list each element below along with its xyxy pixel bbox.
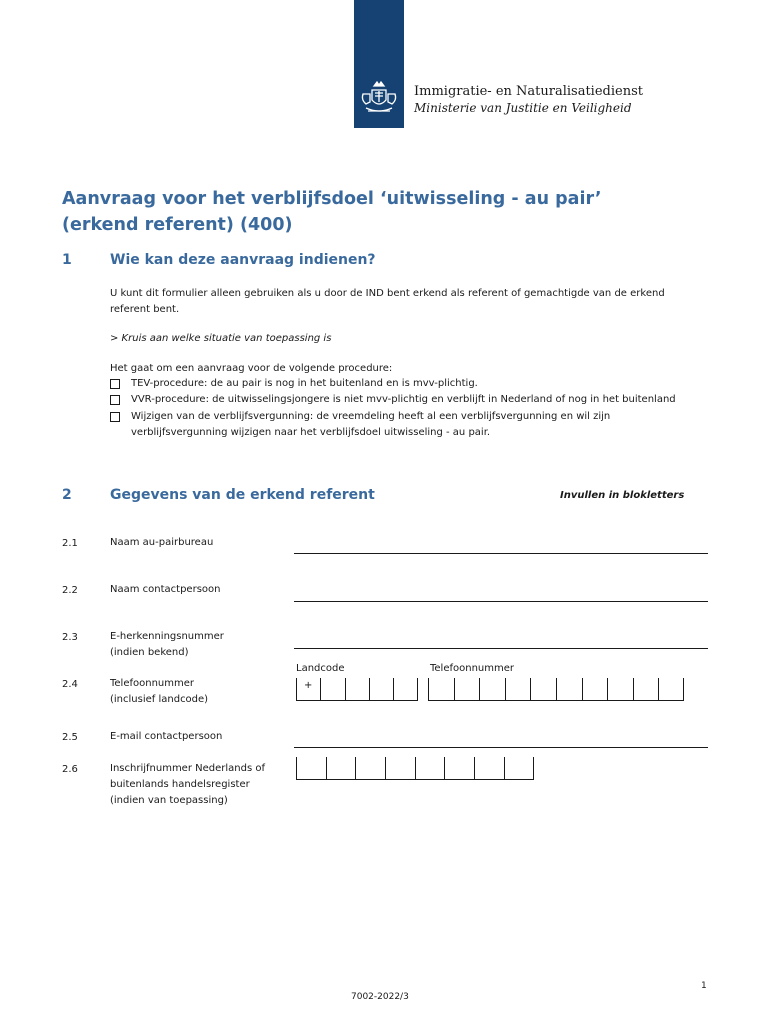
country-code-prefix: + (296, 678, 320, 700)
e-herkenning-input[interactable] (294, 648, 708, 649)
field-label (110, 676, 290, 708)
digit-box[interactable] (385, 757, 415, 779)
email-contact-input[interactable] (294, 747, 708, 748)
digit-box[interactable] (607, 678, 633, 700)
section-2-number: 2 (62, 487, 72, 503)
option-label-continued: verblijfsvergunning wijzigen naar het verblijfsdoel uitwisseling - au pair. (131, 427, 491, 438)
form-code: 7002-2022/3 (351, 992, 409, 1002)
digit-box[interactable] (505, 678, 531, 700)
digit-box[interactable] (633, 678, 659, 700)
section-1-number: 1 (62, 252, 72, 268)
field-label (110, 729, 290, 745)
ministry-name: Ministerie van Justitie en Veiligheid (414, 101, 632, 115)
checkbox[interactable] (110, 395, 120, 405)
field-label (110, 761, 290, 809)
digit-box[interactable] (504, 757, 534, 779)
trade-register-number-boxes[interactable] (296, 757, 534, 780)
field-label-line: Inschrijfnummer Nederlands of (110, 763, 265, 774)
organization-name: Immigratie- en Naturalisatiedienst (414, 84, 643, 99)
digit-box[interactable] (326, 757, 356, 779)
field-label-line: Naam au-pairbureau (110, 537, 214, 548)
option-label: TEV-procedure: de au pair is nog in het buitenland en is mvv-plichtig. (131, 378, 478, 389)
field-number: 2.1 (62, 538, 78, 549)
section-1-procedure-lead: Het gaat om een aanvraag voor de volgende procedure: (110, 363, 393, 374)
form-title-line1: Aanvraag voor het verblijfsdoel ‘uitwisseling - au pair’ (62, 189, 602, 209)
section-2-note: Invullen in blokletters (560, 490, 685, 501)
form-title-line2: (erkend referent) (400) (62, 215, 293, 235)
page-number: 1 (701, 981, 707, 991)
field-label (110, 629, 290, 661)
digit-box[interactable] (556, 678, 582, 700)
section-1-intro-line1: U kunt dit formulier alleen gebruiken als u door de IND bent erkend als referent of gemachtigde van de erkend (110, 288, 665, 299)
digit-box[interactable] (530, 678, 556, 700)
digit-box[interactable] (582, 678, 608, 700)
country-code-boxes[interactable] (296, 678, 418, 701)
field-number: 2.3 (62, 632, 78, 643)
field-number: 2.5 (62, 732, 78, 743)
form-title (62, 186, 702, 238)
coat-of-arms-icon (358, 80, 400, 118)
country-code-label: Landcode (296, 663, 345, 674)
field-label-line: (inclusief landcode) (110, 694, 209, 705)
field-label-line: Naam contactpersoon (110, 584, 221, 595)
section-1-intro (110, 286, 710, 318)
field-number: 2.4 (62, 679, 78, 690)
section-2-title: Gegevens van de erkend referent (110, 487, 375, 503)
field-number: 2.2 (62, 585, 78, 596)
digit-box[interactable] (296, 757, 326, 779)
digit-box[interactable] (415, 757, 445, 779)
digit-box[interactable] (320, 678, 345, 700)
section-1-intro-line2: referent bent. (110, 304, 180, 315)
digit-box[interactable] (658, 678, 684, 700)
digit-box[interactable] (345, 678, 369, 700)
phone-number-boxes[interactable] (428, 678, 684, 701)
field-label (110, 582, 290, 598)
field-label-line: E-mail contactpersoon (110, 731, 223, 742)
digit-box[interactable] (479, 678, 505, 700)
field-label-line: E-herkenningsnummer (110, 631, 224, 642)
digit-box[interactable] (355, 757, 385, 779)
au-pair-bureau-input[interactable] (294, 553, 708, 554)
logo-bar (354, 0, 404, 128)
field-label-line: (indien van toepassing) (110, 795, 228, 806)
phone-number-label: Telefoonnummer (430, 663, 515, 674)
checkbox[interactable] (110, 412, 120, 422)
digit-box[interactable] (428, 678, 454, 700)
field-label-line: Telefoonnummer (110, 678, 195, 689)
digit-box[interactable] (444, 757, 474, 779)
option-label: Wijzigen van de verblijfsvergunning: de vreemdeling heeft al een verblijfsvergunning en wil zijn (131, 411, 611, 422)
field-number: 2.6 (62, 764, 78, 775)
digit-box[interactable] (474, 757, 504, 779)
section-1-instruction: > Kruis aan welke situatie van toepassing is (110, 333, 332, 344)
digit-box[interactable] (369, 678, 393, 700)
checkbox[interactable] (110, 379, 120, 389)
field-label-line: buitenlands handelsregister (110, 779, 250, 790)
contact-person-input[interactable] (294, 601, 708, 602)
section-1-title: Wie kan deze aanvraag indienen? (110, 252, 376, 268)
field-label (110, 535, 290, 551)
digit-box[interactable] (393, 678, 418, 700)
digit-box[interactable] (454, 678, 480, 700)
option-label: VVR-procedure: de uitwisselingsjongere is niet mvv-plichtig en verblijft in Nederland of nog in het buitenland (131, 394, 676, 405)
field-label-line: (indien bekend) (110, 647, 189, 658)
